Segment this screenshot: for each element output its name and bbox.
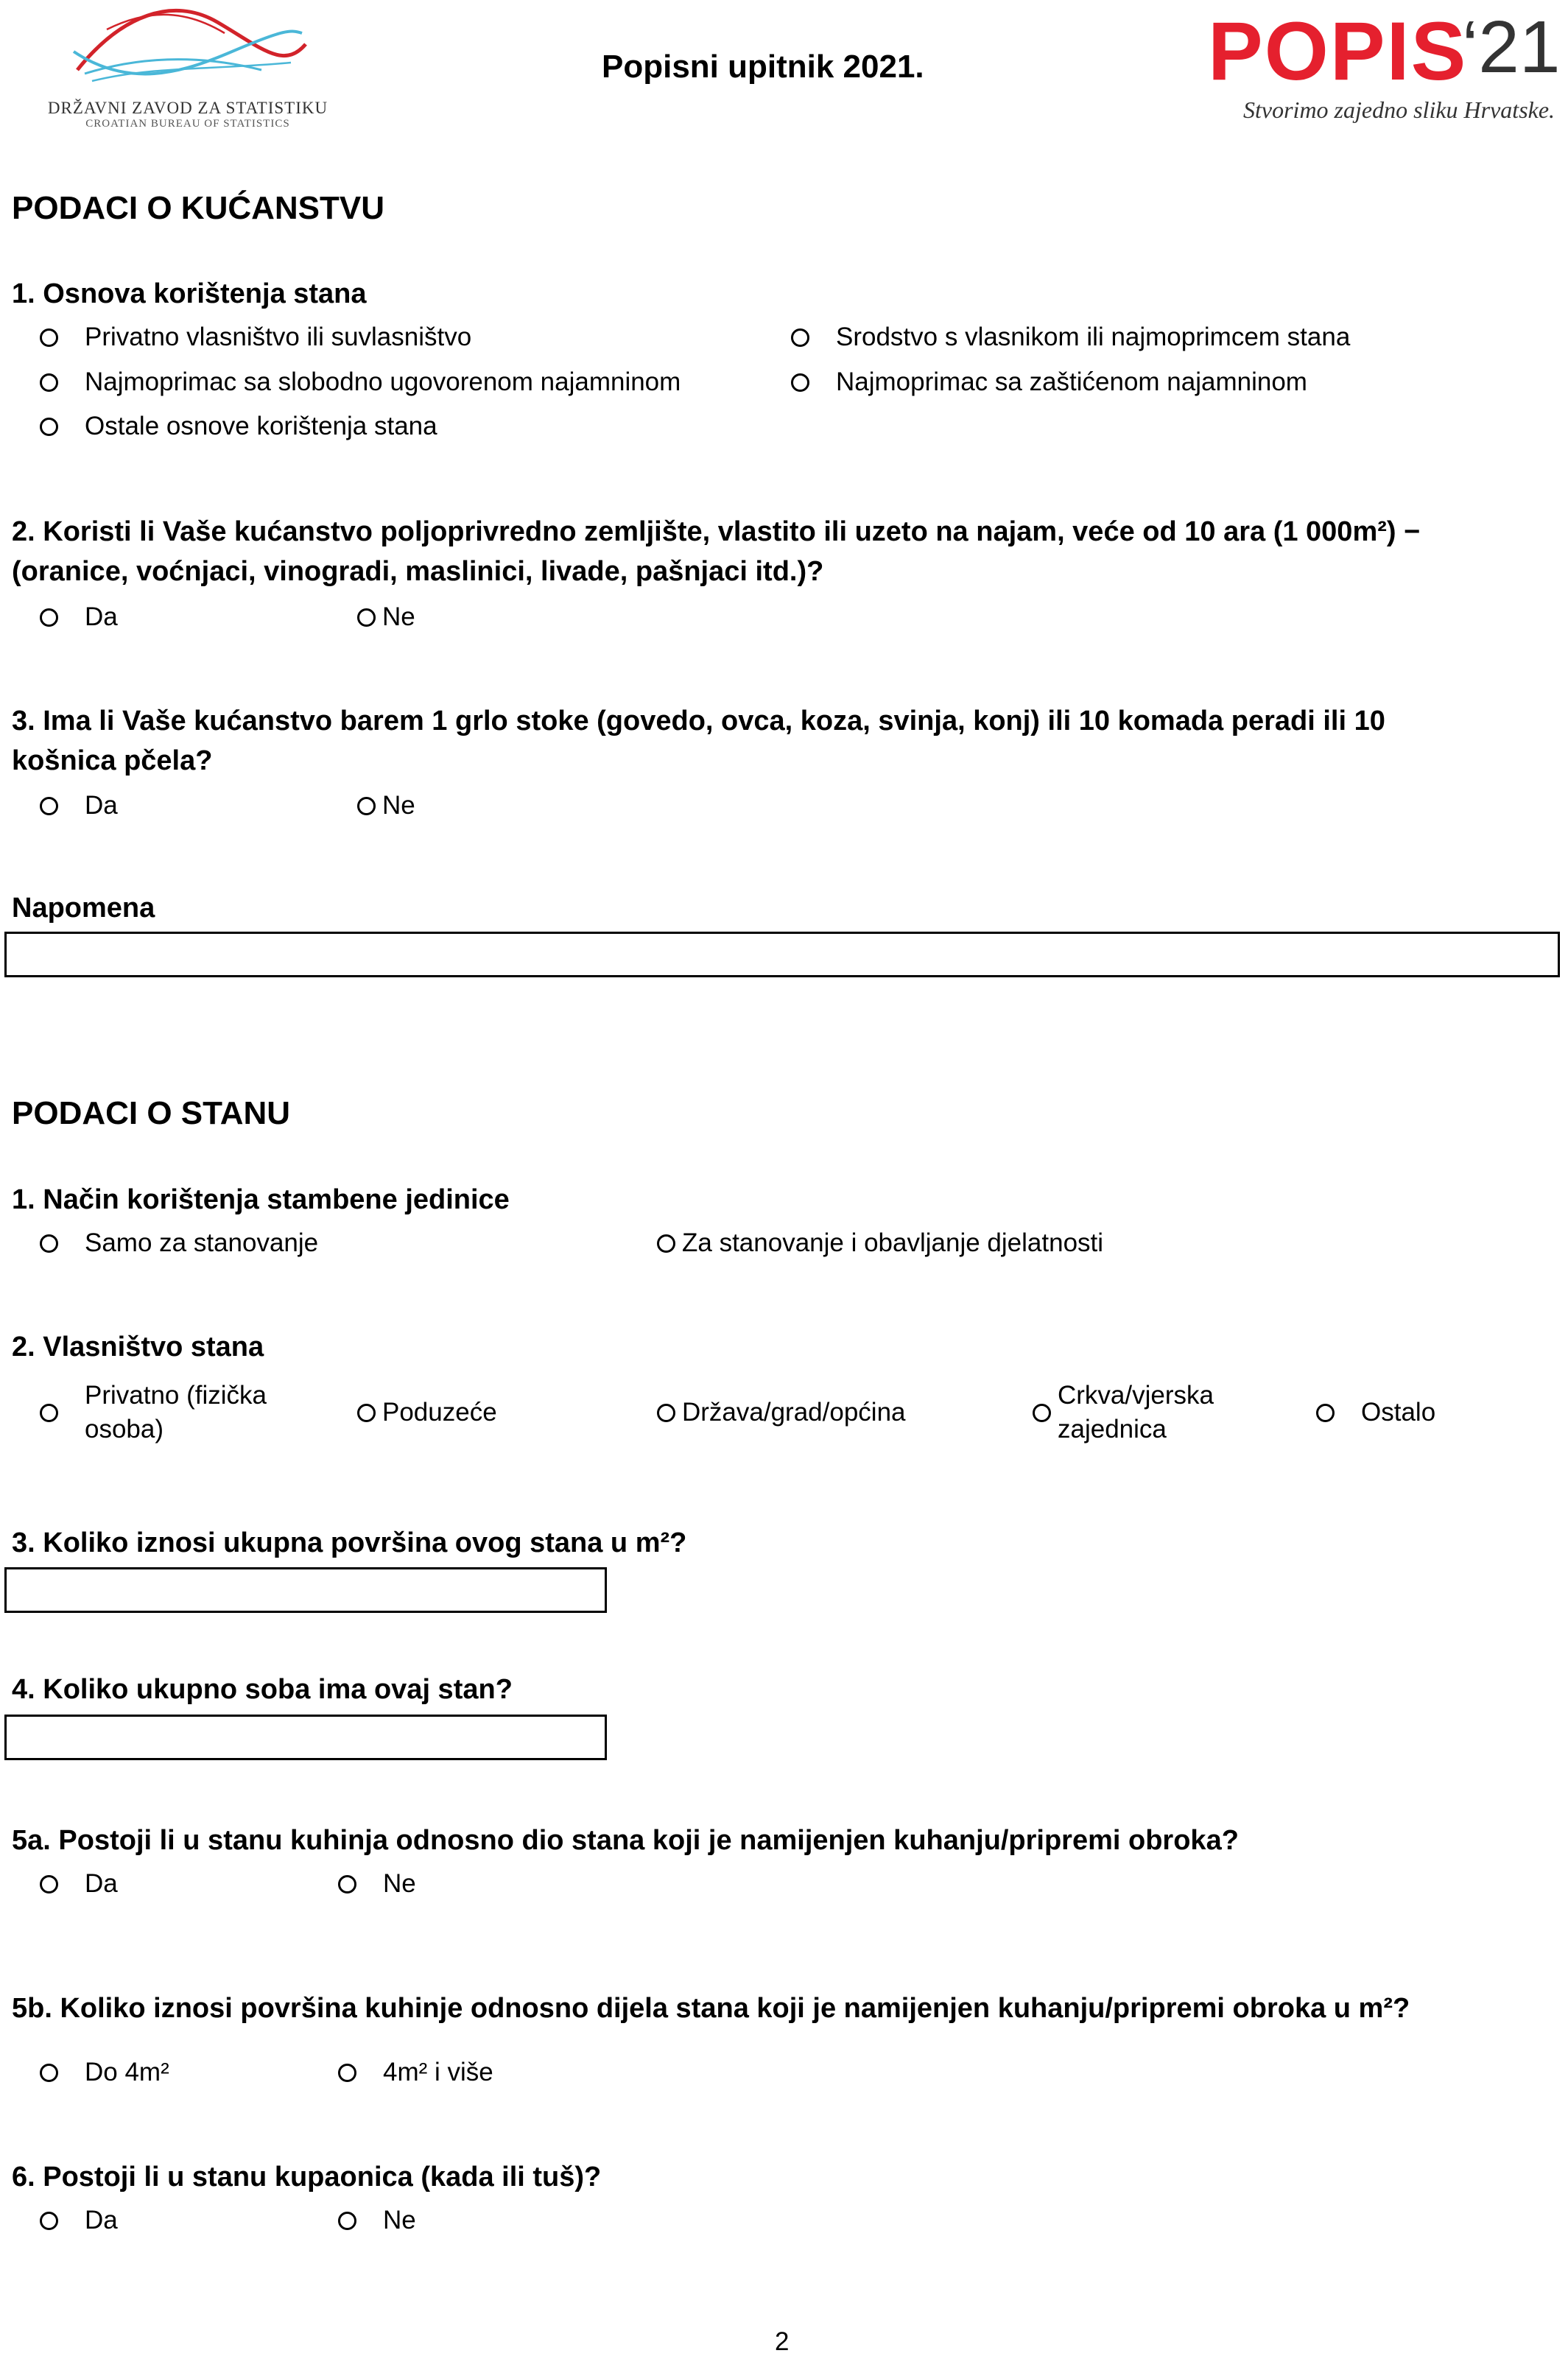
option-label: Najmoprimac sa slobodno ugovorenom najamninom [85, 368, 681, 396]
dwelling-q2-option[interactable] [1033, 1379, 1214, 1446]
radio-icon[interactable] [40, 328, 58, 347]
option-label: Da [85, 2206, 118, 2234]
dwelling-q1-option[interactable] [657, 1226, 1103, 1260]
popis-logo [1208, 4, 1561, 133]
dwelling-q1-label: 1. Način korištenja stambene jedinice [12, 1184, 510, 1215]
option-label-line: Privatno (fizička [85, 1381, 267, 1410]
household-q2-label [12, 512, 1420, 591]
option-label: Ne [382, 791, 415, 820]
option-label: Da [85, 791, 118, 820]
option-label: Samo za stanovanje [85, 1228, 319, 1257]
household-q3-line1: 3. Ima li Vaše kućanstvo barem 1 grlo stoke (govedo, ovca, koza, svinja, konj) ili 10 komada peradi ili 10 [12, 706, 1385, 736]
dwelling-q5a-option-da[interactable] [40, 1867, 118, 1901]
option-label: Poduzeće [382, 1398, 497, 1427]
household-q2-option-da[interactable] [40, 600, 118, 634]
household-q3-line2: košnica pčela? [12, 745, 213, 776]
dwelling-q3-label: 3. Koliko iznosi ukupna površina ovog stana u m²? [12, 1527, 687, 1558]
option-label: Ne [382, 602, 415, 631]
popis-wordmark: POPIS [1208, 5, 1468, 97]
radio-icon[interactable] [40, 418, 58, 436]
page-title: Popisni upitnik 2021. [602, 49, 924, 85]
option-label: Ne [383, 2206, 416, 2234]
option-label: Do 4m² [85, 2058, 169, 2086]
radio-icon[interactable] [357, 1404, 376, 1422]
household-q1-option[interactable] [791, 365, 1307, 399]
dzs-wave-icon [41, 0, 335, 96]
note-label: Napomena [12, 893, 155, 924]
radio-icon[interactable] [40, 1404, 58, 1422]
radio-icon[interactable] [357, 797, 376, 815]
dwelling-q6-option-ne[interactable] [338, 2204, 416, 2237]
radio-icon[interactable] [40, 608, 58, 627]
household-q3-option-ne[interactable] [357, 789, 415, 823]
radio-icon[interactable] [338, 2064, 356, 2082]
option-label: Privatno vlasništvo ili suvlasništvo [85, 323, 472, 351]
radio-icon[interactable] [40, 2212, 58, 2230]
dwelling-q2-option[interactable] [357, 1396, 497, 1430]
page-number: 2 [775, 2327, 790, 2356]
dwelling-q2-option[interactable] [40, 1379, 267, 1446]
radio-icon[interactable] [40, 2064, 58, 2082]
option-label-line: osoba) [85, 1415, 164, 1444]
dwelling-q4-label: 4. Koliko ukupno soba ima ovaj stan? [12, 1674, 513, 1705]
option-label: Da [85, 602, 118, 631]
option-label: Država/grad/općina [682, 1398, 906, 1427]
option-label: Za stanovanje i obavljanje djelatnosti [682, 1228, 1104, 1257]
option-label-line: Crkva/vjerska [1058, 1381, 1214, 1410]
option-label-line: zajednica [1058, 1415, 1167, 1444]
radio-icon[interactable] [657, 1234, 675, 1253]
household-section-title: PODACI O KUĆANSTVU [12, 190, 385, 226]
popis-slogan: Stvorimo zajedno sliku Hrvatske. [1243, 96, 1555, 123]
household-q2-option-ne[interactable] [357, 600, 415, 634]
dwelling-q1-option[interactable] [40, 1226, 318, 1260]
option-label [85, 1379, 267, 1446]
dwelling-q2-option[interactable] [657, 1396, 906, 1430]
household-q1-option[interactable] [40, 365, 681, 399]
option-label: Da [85, 1869, 118, 1898]
dwelling-q5b-label: 5b. Koliko iznosi površina kuhinje odnosno dijela stana koji je namijenjen kuhanju/pripremi obroka u m²? [12, 1993, 1410, 2024]
radio-icon[interactable] [338, 2212, 356, 2230]
radio-icon[interactable] [1033, 1404, 1051, 1422]
rooms-input[interactable] [4, 1715, 607, 1760]
dwelling-q5b-option[interactable] [338, 2056, 493, 2089]
dzs-logo [41, 0, 335, 136]
radio-icon[interactable] [791, 373, 809, 392]
option-label: Najmoprimac sa zaštićenom najamninom [836, 368, 1307, 396]
household-q1-option[interactable] [40, 320, 471, 354]
radio-icon[interactable] [357, 608, 376, 627]
option-label [1058, 1379, 1214, 1446]
dwelling-q6-option-da[interactable] [40, 2204, 118, 2237]
radio-icon[interactable] [40, 1234, 58, 1253]
radio-icon[interactable] [657, 1404, 675, 1422]
radio-icon[interactable] [40, 1875, 58, 1893]
option-label: Srodstvo s vlasnikom ili najmoprimcem stana [836, 323, 1351, 351]
dwelling-q5a-label: 5a. Postoji li u stanu kuhinja odnosno dio stana koji je namijenjen kuhanju/pripremi obroka? [12, 1825, 1239, 1856]
radio-icon[interactable] [1316, 1404, 1335, 1422]
dzs-name: DRŽAVNI ZAVOD ZA STATISTIKU [47, 99, 328, 117]
dwelling-q5b-option[interactable] [40, 2056, 169, 2089]
radio-icon[interactable] [791, 328, 809, 347]
option-label: Ne [383, 1869, 416, 1898]
radio-icon[interactable] [338, 1875, 356, 1893]
popis-year: ‘21 [1462, 6, 1561, 88]
dwelling-q2-label: 2. Vlasništvo stana [12, 1332, 264, 1362]
household-q3-option-da[interactable] [40, 789, 118, 823]
household-q1-option[interactable] [791, 320, 1350, 354]
household-q1-option[interactable] [40, 409, 437, 443]
option-label: 4m² i više [383, 2058, 493, 2086]
note-input[interactable] [4, 932, 1560, 977]
dzs-name-en: CROATIAN BUREAU OF STATISTICS [85, 118, 290, 130]
household-q3-label [12, 701, 1385, 781]
option-label: Ostale osnove korištenja stana [85, 412, 437, 440]
dwelling-q2-option[interactable] [1316, 1396, 1435, 1430]
dwelling-q5a-option-ne[interactable] [338, 1867, 416, 1901]
dwelling-section-title: PODACI O STANU [12, 1095, 291, 1131]
household-q2-line1: 2. Koristi li Vaše kućanstvo poljoprivredno zemljište, vlastito ili uzeto na najam, veće od 10 ara (1 000m²) − [12, 516, 1421, 547]
radio-icon[interactable] [40, 373, 58, 392]
household-q1-label: 1. Osnova korištenja stana [12, 278, 367, 309]
household-q2-line2: (oranice, voćnjaci, vinogradi, maslinici, livade, pašnjaci itd.)? [12, 556, 824, 587]
dwelling-q6-label: 6. Postoji li u stanu kupaonica (kada ili tuš)? [12, 2162, 602, 2193]
option-label: Ostalo [1361, 1398, 1436, 1427]
radio-icon[interactable] [40, 797, 58, 815]
area-input[interactable] [4, 1567, 607, 1613]
